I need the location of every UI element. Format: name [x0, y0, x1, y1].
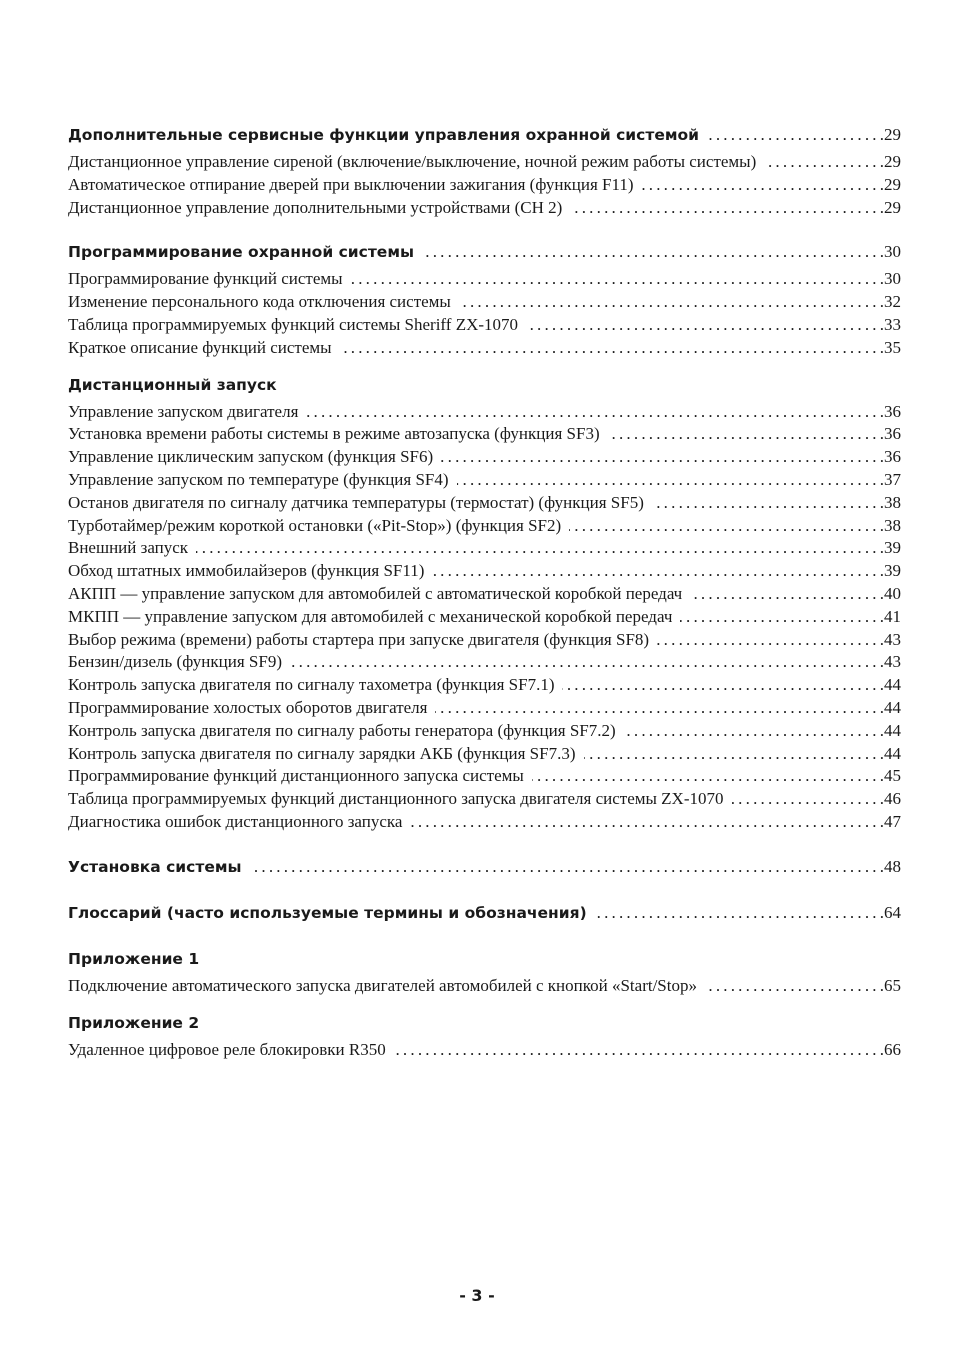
dot-leader	[624, 720, 880, 743]
toc-entry-title: Останов двигателя по сигналу датчика температуры (термостат) (функция SF5)	[68, 492, 644, 512]
toc-page-number: .43	[879, 652, 901, 672]
toc-page-number: .29	[879, 152, 901, 171]
toc-heading-title: Приложение 2	[68, 1013, 200, 1032]
dot-leader	[410, 811, 879, 834]
toc-entry	[68, 765, 901, 788]
dot-leader	[707, 122, 880, 148]
dot-leader	[441, 446, 880, 469]
toc-page-number: .32	[879, 292, 901, 312]
toc-page-number: .36	[879, 401, 901, 421]
toc-entry-title: Выбор режима (времени) работы стартера при запуске двигателя (функция SF8)	[68, 629, 650, 649]
toc-entry-title: Изменение персонального кода отключения системы	[68, 292, 451, 312]
dot-leader	[569, 515, 880, 538]
dot-leader	[652, 492, 880, 515]
toc-page-number: .66	[879, 1039, 901, 1059]
toc-entry-title: Удаленное цифровое реле блокировки R350	[68, 1039, 386, 1059]
toc-page-number: .48	[879, 856, 901, 876]
dot-leader	[340, 337, 880, 360]
toc-page-number: .44	[879, 720, 901, 740]
dot-leader	[680, 606, 879, 629]
toc-page-number: .39	[879, 561, 901, 581]
toc-heading	[68, 946, 901, 972]
toc-entry	[68, 697, 901, 720]
toc-page-number: .29	[879, 125, 901, 144]
toc-entry	[68, 1039, 901, 1062]
dot-leader	[642, 174, 880, 197]
toc-heading	[68, 854, 901, 880]
toc-entry-title: Программирование холостых оборотов двигателя	[68, 697, 428, 717]
toc-entry	[68, 401, 901, 424]
dot-leader	[394, 1039, 880, 1062]
dot-leader	[705, 975, 880, 998]
toc-entry-title: Таблица программируемых функций системы Sheriff ZX-1070	[68, 314, 519, 334]
toc-entry	[68, 291, 901, 314]
toc-entry-title: Управление запуском по температуре (функция SF4)	[68, 469, 449, 489]
toc-heading-title: Программирование охранной системы	[68, 243, 415, 262]
page-number-footer: - 3 -	[459, 1286, 495, 1305]
dot-leader	[595, 900, 880, 926]
toc-entry-title: Контроль запуска двигателя по сигналу работы генератора (функция SF7.2)	[68, 720, 616, 740]
dot-leader	[532, 765, 880, 788]
toc-entry-title: Управление запуском двигателя	[68, 401, 299, 421]
toc-entry-title: Управление циклическим запуском (функция SF6)	[68, 447, 434, 467]
toc-heading-title: Приложение 1	[68, 949, 200, 968]
dot-leader	[570, 197, 879, 220]
toc-entry-title: Краткое описание функций системы	[68, 337, 332, 357]
toc-page-number: .44	[879, 675, 901, 695]
toc-entry	[68, 446, 901, 469]
toc-entry	[68, 788, 901, 811]
dot-leader	[306, 401, 879, 424]
dot-leader	[608, 423, 880, 446]
toc-page-number: .35	[879, 337, 901, 357]
toc-page-number: .41	[879, 606, 901, 626]
toc-entry-title: МКПП — управление запуском для автомобилей с механической коробкой передач	[68, 606, 673, 626]
toc-page-number: .39	[879, 538, 901, 558]
toc-page-number: .40	[879, 583, 901, 603]
toc-entry	[68, 268, 901, 291]
dot-leader	[432, 560, 879, 583]
toc-entry-title: Бензин/дизель (функция SF9)	[68, 652, 282, 672]
dot-leader	[422, 239, 880, 265]
dot-leader	[435, 697, 879, 720]
toc-entry-title: Контроль запуска двигателя по сигналу зарядки АКБ (функция SF7.3)	[68, 743, 576, 763]
toc-page-number: .45	[879, 766, 901, 786]
toc-entry-title: Контроль запуска двигателя по сигналу тахометра (функция SF7.1)	[68, 675, 555, 695]
toc-entry-title: Дистанционное управление сиреной (включение/выключение, ночной режим работы системы)	[68, 152, 757, 171]
toc-entry	[68, 537, 901, 560]
toc-page-number: .65	[879, 975, 901, 995]
toc-heading-title: Установка системы	[68, 857, 242, 876]
toc-entry	[68, 469, 901, 492]
toc-heading	[68, 1010, 901, 1036]
toc-entry-title: Таблица программируемых функций дистанционного запуска двигателя системы ZX-1070	[68, 789, 724, 809]
toc-entry	[68, 629, 901, 652]
dot-leader	[584, 743, 880, 766]
toc-entry-title: Диагностика ошибок дистанционного запуска	[68, 811, 403, 831]
toc-entry	[68, 811, 901, 834]
table-of-contents	[68, 122, 901, 1061]
toc-entry	[68, 151, 901, 174]
toc-page-number: .44	[879, 743, 901, 763]
toc-page-number: .29	[879, 174, 901, 194]
toc-page-number: .30	[879, 242, 901, 262]
toc-heading	[68, 900, 901, 926]
toc-entry	[68, 975, 901, 998]
toc-entry-title: Программирование функций дистанционного запуска системы	[68, 766, 524, 786]
dot-leader	[526, 314, 880, 337]
toc-entry	[68, 651, 901, 674]
dot-leader	[657, 629, 880, 652]
dot-leader	[562, 674, 879, 697]
dot-leader	[290, 651, 880, 674]
toc-entry	[68, 492, 901, 515]
toc-page-number: .36	[879, 447, 901, 467]
toc-entry	[68, 583, 901, 606]
dot-leader	[250, 854, 880, 880]
toc-page-number: .47	[879, 811, 901, 831]
toc-heading-title: Глоссарий (часто используемые термины и обозначения)	[68, 903, 587, 922]
toc-entry	[68, 174, 901, 197]
toc-entry	[68, 720, 901, 743]
toc-page-number: .64	[879, 902, 901, 922]
dot-leader	[690, 583, 880, 606]
toc-entry-title: Турботаймер/режим короткой остановки («Pit-Stop») (функция SF2)	[68, 515, 562, 535]
toc-entry-title: Установка времени работы системы в режиме автозапуска (функция SF3)	[68, 424, 600, 444]
toc-heading	[68, 122, 901, 148]
dot-leader	[764, 151, 879, 174]
toc-page-number: .38	[879, 515, 901, 535]
toc-entry-title: АКПП — управление запуском для автомобилей с автоматической коробкой передач	[68, 583, 683, 603]
toc-entry	[68, 515, 901, 538]
toc-page-number: .43	[879, 629, 901, 649]
toc-entry	[68, 337, 901, 360]
toc-entry-title: Внешний запуск	[68, 538, 189, 558]
toc-heading	[68, 372, 901, 398]
toc-page-number: .46	[879, 789, 901, 809]
toc-entry-title: Автоматическое отпирание дверей при выключении зажигания (функция F11)	[68, 174, 634, 194]
toc-entry	[68, 197, 901, 220]
dot-leader	[196, 537, 880, 560]
toc-entry-title: Программирование функций системы	[68, 269, 343, 289]
toc-page-number: .38	[879, 492, 901, 512]
toc-page-number: .44	[879, 697, 901, 717]
toc-entry	[68, 423, 901, 446]
toc-heading	[68, 239, 901, 265]
toc-page-number: .36	[879, 424, 901, 444]
toc-entry	[68, 314, 901, 337]
toc-entry	[68, 674, 901, 697]
dot-leader	[459, 291, 880, 314]
toc-entry	[68, 560, 901, 583]
toc-page-number: .37	[879, 469, 901, 489]
toc-entry-title: Обход штатных иммобилайзеров (функция SF11)	[68, 561, 425, 581]
toc-entry-title: Дистанционное управление дополнительными устройствами (CH 2)	[68, 197, 563, 217]
toc-entry-title: Подключение автоматического запуска двигателей автомобилей с кнопкой «Start/Stop»	[68, 975, 697, 995]
dot-leader	[732, 788, 880, 811]
toc-entry	[68, 606, 901, 629]
toc-page-number: .30	[879, 269, 901, 289]
toc-page-number: .29	[879, 197, 901, 217]
toc-heading-title: Дистанционный запуск	[68, 375, 277, 394]
toc-heading-title: Дополнительные сервисные функции управления охранной системой	[68, 126, 700, 144]
toc-entry	[68, 743, 901, 766]
dot-leader	[457, 469, 880, 492]
toc-page-number: .33	[879, 314, 901, 334]
dot-leader	[351, 268, 880, 291]
